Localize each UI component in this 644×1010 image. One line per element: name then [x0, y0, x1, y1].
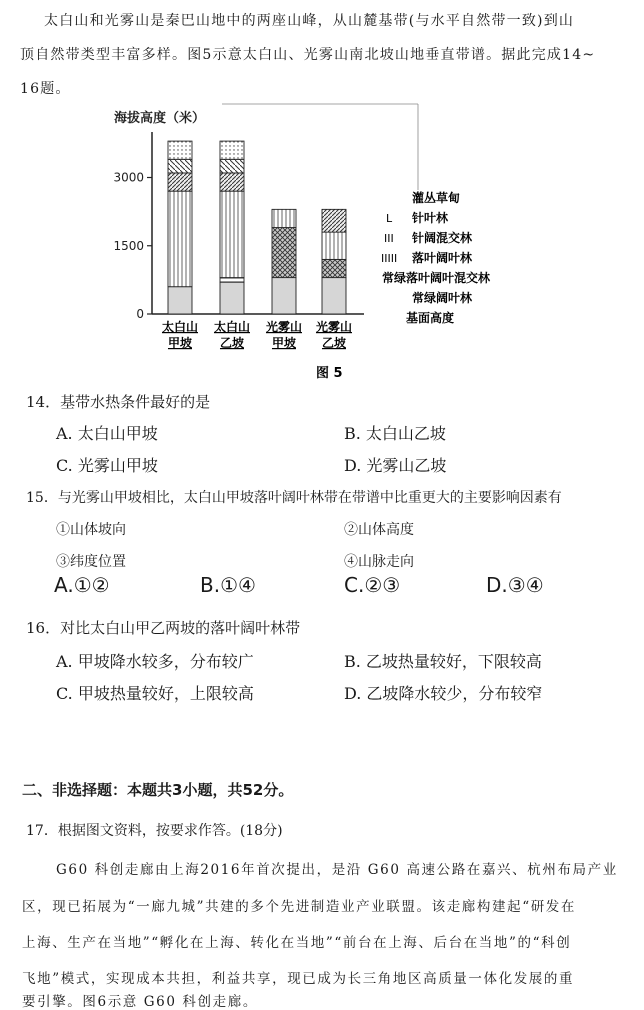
- bar-segment-1-3: [220, 191, 244, 277]
- legend-label-mixedbroad: 常绿落叶阔叶混交林: [382, 271, 491, 285]
- bar-segment-3-4: [322, 209, 346, 232]
- q16-option-c[interactable]: C. 甲坡热量较好，上限较高: [56, 684, 254, 703]
- figure-5-chart: [100, 100, 540, 385]
- bar-segment-1-6: [220, 141, 244, 159]
- q15-stem: 15．与光雾山甲坡相比，太白山甲坡落叶阔叶林带在带谱中比重更大的主要影响因素有: [26, 490, 562, 506]
- q17-stem: 17．根据图文资料，按要求作答。(18分): [26, 823, 283, 839]
- legend-label-conifer: 针叶林: [412, 211, 449, 225]
- q15-item-3: ③纬度位置: [56, 554, 126, 570]
- category-label-0-a: 太白山: [161, 320, 199, 334]
- bar-segment-0-3: [168, 191, 192, 287]
- legend-symbol-mixedconifer: III: [384, 232, 394, 245]
- intro-line-3: 16题。: [20, 81, 71, 97]
- category-label-2-b: 甲坡: [271, 336, 297, 350]
- category-label-0-b: 甲坡: [167, 336, 193, 350]
- category-labels: [162, 319, 352, 350]
- legend-label-deciduous: 落叶阔叶林: [412, 251, 473, 265]
- section-2-heading: 二、非选择题：本题共3小题，共52分。: [22, 781, 294, 799]
- q16-option-a[interactable]: A. 甲坡降水较多，分布较广: [56, 652, 254, 671]
- q15-option-d[interactable]: D.③④: [486, 573, 544, 597]
- q15-item-1: ①山体坡向: [56, 522, 126, 538]
- bar-segment-3-0: [322, 278, 346, 314]
- y-tick-label-0: 0: [136, 307, 144, 321]
- q17-para-line-5: 要引擎。图6示意 G60 科创走廊。: [22, 994, 258, 1010]
- q16-option-d[interactable]: D. 乙坡降水较少，分布较窄: [344, 684, 543, 703]
- category-label-2-a: 光雾山: [265, 320, 303, 334]
- bar-segment-0-4: [168, 173, 192, 191]
- q14-option-a[interactable]: A. 太白山甲坡: [56, 424, 158, 443]
- q17-para-line-4: 飞地”模式，实现成本共担，利益共享，现已成为长三角地区高质量一体化发展的重: [22, 971, 575, 987]
- y-tick-label-1: 1500: [113, 238, 144, 253]
- q15-option-a[interactable]: A.①②: [54, 573, 110, 597]
- legend-symbol-conifer: L: [386, 212, 393, 225]
- y-ticks: [113, 171, 152, 322]
- category-label-1-b: 乙坡: [219, 336, 245, 350]
- figure-caption: 图 5: [316, 366, 343, 381]
- q15-item-4: ④山脉走向: [344, 554, 414, 570]
- q15-option-c[interactable]: C.②③: [344, 573, 401, 597]
- bar-segment-3-2: [322, 259, 346, 277]
- bar-segment-0-0: [168, 287, 192, 314]
- bar-segment-2-3: [272, 209, 296, 227]
- q15-option-b[interactable]: B.①④: [200, 573, 256, 597]
- q14-stem: 14．基带水热条件最好的是: [26, 393, 211, 411]
- legend-symbol-deciduous: IIIII: [381, 252, 398, 265]
- bar-segment-2-2: [272, 228, 296, 278]
- legend-label-evergreen: 常绿阔叶林: [412, 291, 473, 305]
- category-label-1-a: 太白山: [213, 320, 251, 334]
- bar-segment-1-4: [220, 173, 244, 191]
- category-label-3-a: 光雾山: [315, 320, 353, 334]
- legend-label-shrub: 灌丛草甸: [412, 191, 461, 205]
- q15-item-2: ②山体高度: [344, 522, 414, 538]
- bar-segment-1-5: [220, 159, 244, 173]
- q17-para-line-1: G60 科创走廊由上海2016年首次提出，是沿 G60 高速公路在嘉兴、杭州布局产业: [56, 862, 618, 878]
- q14-option-c[interactable]: C. 光雾山甲坡: [56, 456, 158, 475]
- intro-line-1: 太白山和光雾山是秦巴山地中的两座山峰，从山麓基带(与水平自然带一致)到山: [44, 13, 575, 29]
- q14-option-b[interactable]: B. 太白山乙坡: [344, 424, 446, 443]
- bar-segment-1-1: [220, 278, 244, 283]
- bar-segment-1-0: [220, 282, 244, 314]
- q16-option-b[interactable]: B. 乙坡热量较好，下限较高: [344, 652, 542, 671]
- bar-segment-2-0: [272, 278, 296, 314]
- q16-stem: 16．对比太白山甲乙两坡的落叶阔叶林带: [26, 619, 301, 637]
- bar-segment-0-5: [168, 159, 192, 173]
- q17-para-line-3: 上海、生产在当地”“孵化在上海、转化在当地”“前台在上海、后台在当地”的“科创: [22, 935, 572, 951]
- bars: [168, 141, 346, 314]
- bar-segment-0-6: [168, 141, 192, 159]
- y-axis-label: 海拔高度（米）: [114, 111, 206, 126]
- category-label-3-b: 乙坡: [321, 336, 347, 350]
- legend-label-base: 基面高度: [406, 311, 455, 325]
- y-tick-label-2: 3000: [113, 170, 144, 185]
- q17-para-line-2: 区，现已拓展为“一廊九城”共建的多个先进制造业产业联盟。该走廊构建起“研发在: [22, 899, 577, 915]
- q14-option-d[interactable]: D. 光雾山乙坡: [344, 456, 447, 475]
- bar-segment-3-3: [322, 232, 346, 259]
- legend: [381, 190, 491, 325]
- legend-label-mixedconifer: 针阔混交林: [412, 231, 473, 245]
- intro-line-2: 顶自然带类型丰富多样。图5示意太白山、光雾山南北坡山地垂直带谱。据此完成14~: [20, 47, 596, 63]
